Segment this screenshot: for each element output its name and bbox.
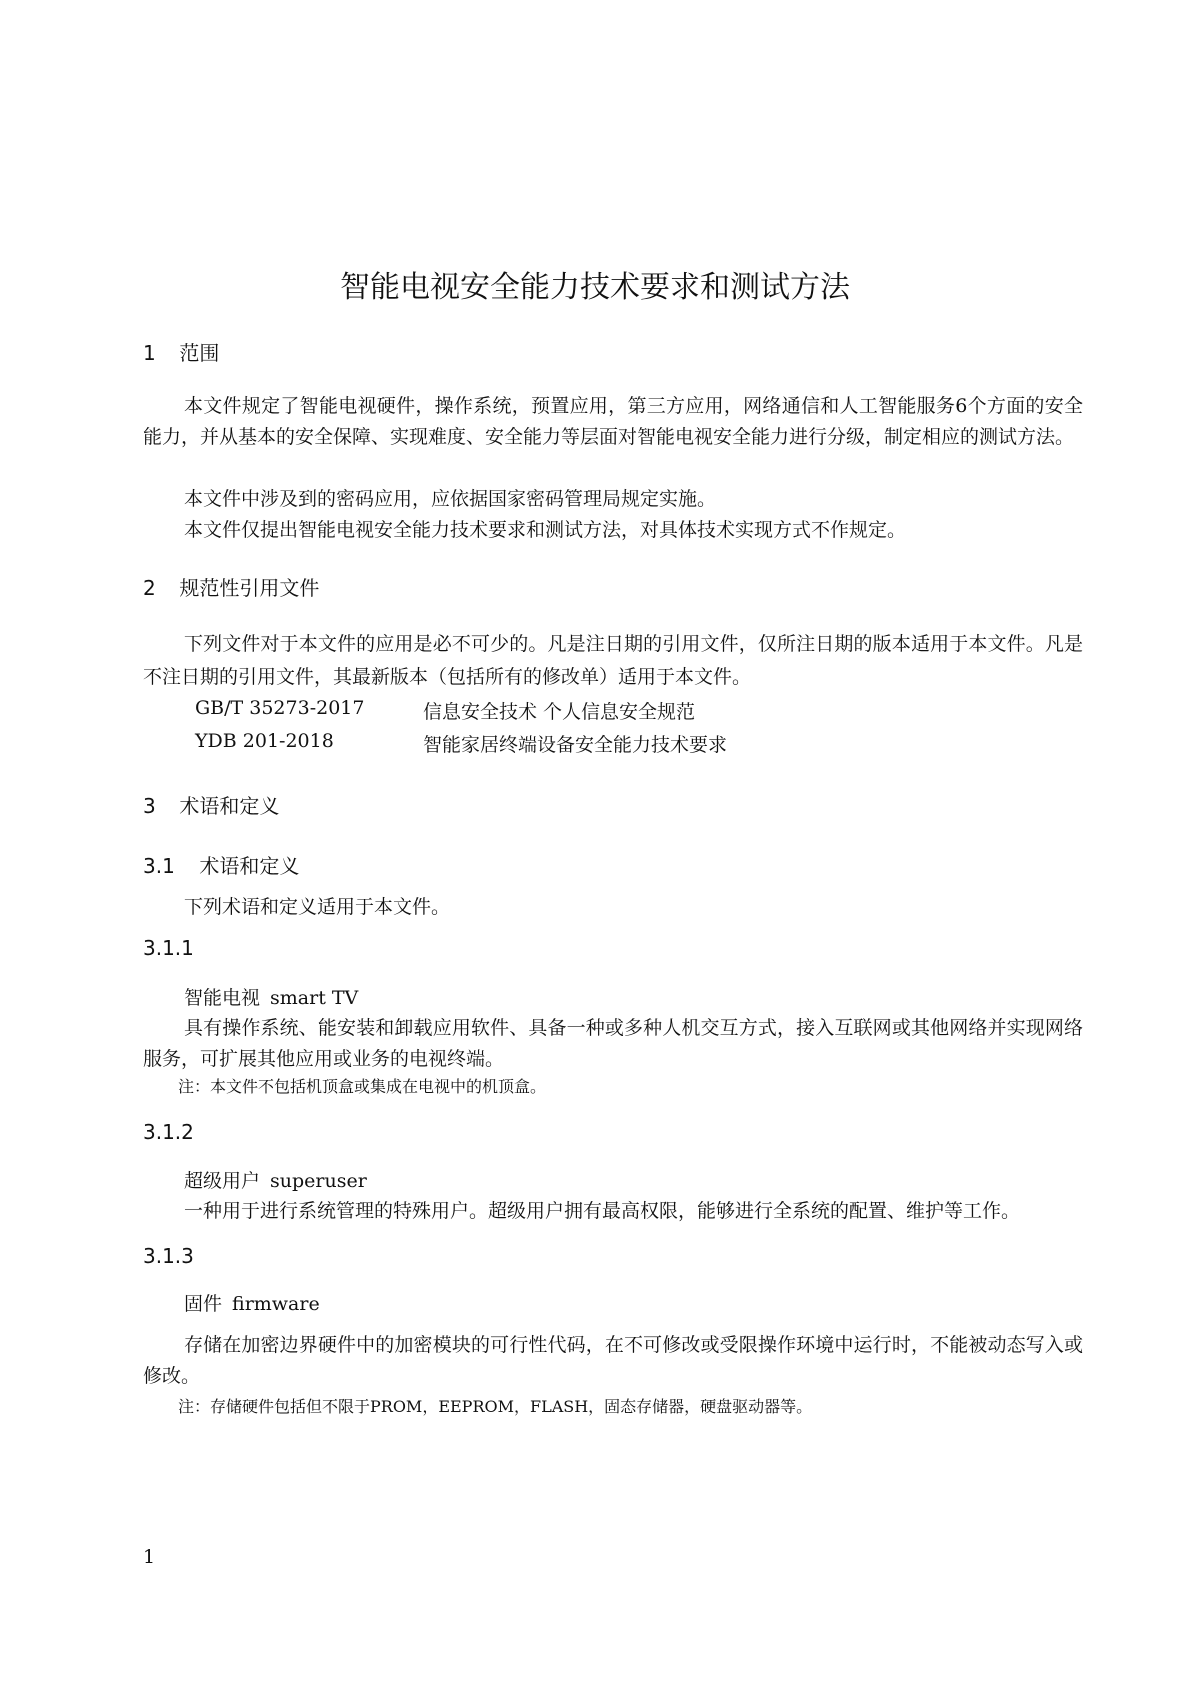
term-1-definition: 具有操作系统、能安装和卸载应用软件、具备一种或多种人机交互方式，接入互联网或其他网络并实现网络服务，可扩展其他应用或业务的电视终端。 [143, 1017, 1083, 1070]
section-1-title: 范围 [179, 341, 220, 365]
reference-code-1: GB/T 35273-2017 [195, 697, 365, 719]
section-2-paragraph-1: 下列文件对于本文件的应用是必不可少的。凡是注日期的引用文件，仅所注日期的版本适用于本文件。凡是不注日期的引用文件，其最新版本（包括所有的修改单）适用于本文件。 [143, 633, 1083, 688]
term-3-definition: 存储在加密边界硬件中的加密模块的可行性代码，在不可修改或受限操作环境中运行时，不能被动态写入或修改。 [143, 1334, 1083, 1387]
term-3-number: 3.1.3 [143, 1244, 194, 1268]
page-number: 1 [143, 1546, 156, 1568]
reference-code-2: YDB 201-2018 [195, 730, 334, 752]
term-3-chinese: 固件 [184, 1293, 223, 1315]
term-2-definition: 一种用于进行系统管理的特殊用户。超级用户拥有最高权限，能够进行全系统的配置、维护等工作。 [184, 1200, 1021, 1222]
term-2-chinese: 超级用户 [184, 1170, 261, 1192]
term-2-english: superuser [270, 1170, 367, 1192]
section-3-intro: 下列术语和定义适用于本文件。 [184, 896, 451, 918]
section-1-paragraph-3: 本文件仅提出智能电视安全能力技术要求和测试方法，对具体技术实现方式不作规定。 [184, 519, 907, 541]
term-1-chinese: 智能电视 [184, 987, 261, 1009]
section-1-paragraph-2: 本文件中涉及到的密码应用，应依据国家密码管理局规定实施。 [184, 488, 717, 510]
section-3-1-title: 术语和定义 [199, 854, 300, 878]
section-2-title: 规范性引用文件 [179, 576, 320, 600]
term-1-note: 注：本文件不包括机顶盒或集成在电视中的机顶盒。 [178, 1077, 547, 1096]
section-1-paragraph-1: 本文件规定了智能电视硬件，操作系统，预置应用，第三方应用，网络通信和人工智能服务6个方面的安全能力，并从基本的安全保障、实现难度、安全能力等层面对智能电视安全能力进行分级，制定相应的测试方法。 [143, 395, 1083, 448]
section-2-number: 2 [143, 576, 156, 600]
term-3-note: 注：存储硬件包括但不限于PROM，EEPROM，FLASH，固态存储器，硬盘驱动器等。 [178, 1397, 813, 1416]
term-1-heading [184, 983, 358, 1010]
term-3-english: firmware [232, 1293, 320, 1315]
document-title: 智能电视安全能力技术要求和测试方法 [340, 270, 850, 305]
term-2-number: 3.1.2 [143, 1120, 194, 1144]
term-3-heading [184, 1289, 320, 1316]
term-1-number: 3.1.1 [143, 936, 194, 960]
section-3-1-number: 3.1 [143, 854, 175, 878]
reference-title-1: 信息安全技术 个人信息安全规范 [423, 701, 696, 723]
section-3-number: 3 [143, 794, 156, 818]
section-3-1-heading [143, 850, 299, 879]
term-2-heading [184, 1166, 367, 1193]
section-3-heading [143, 790, 279, 819]
section-1-heading [143, 337, 219, 366]
section-2-heading [143, 572, 319, 601]
section-1-number: 1 [143, 341, 156, 365]
reference-title-2: 智能家居终端设备安全能力技术要求 [423, 734, 728, 756]
term-1-english: smart TV [270, 987, 359, 1009]
section-3-title: 术语和定义 [179, 794, 280, 818]
